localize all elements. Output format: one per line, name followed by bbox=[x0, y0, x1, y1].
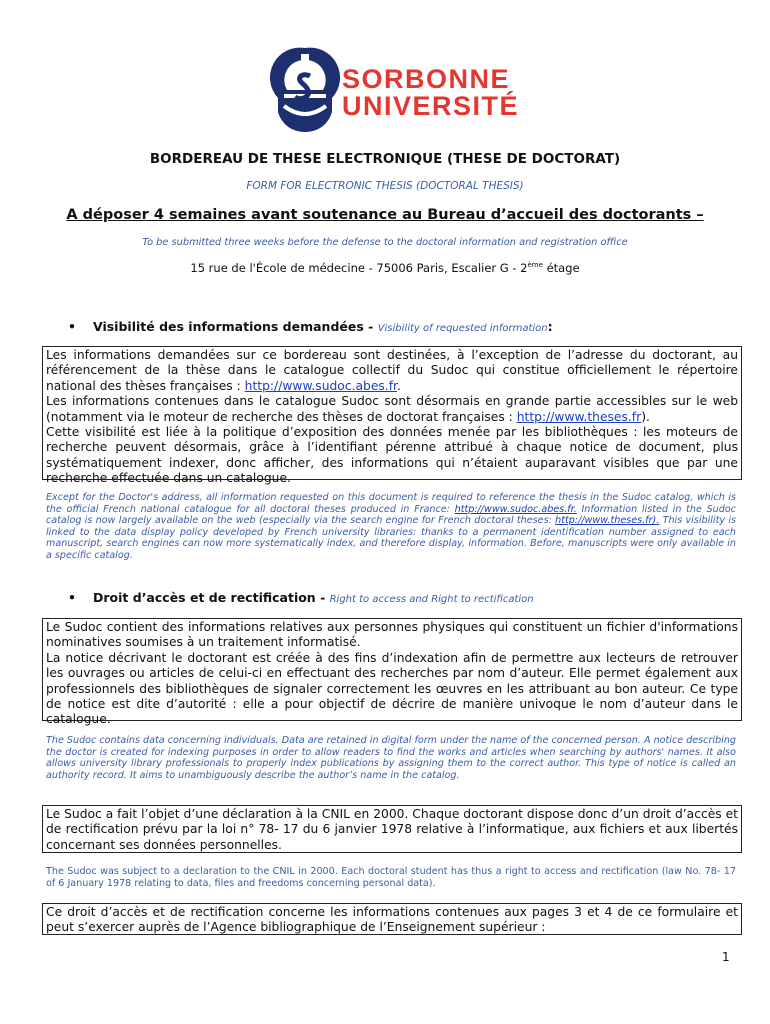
logo-line-1: SORBONNE bbox=[342, 64, 511, 94]
access-p1: Le Sudoc contient des informations relatives aux personnes physiques qui constituent un fichier d'informations nominatives soumises à un traitement informatisé. bbox=[46, 620, 738, 650]
heading-text: Droit d’accès et de rectification - bbox=[93, 590, 330, 605]
address-end: étage bbox=[542, 261, 580, 275]
heading-colon: : bbox=[547, 319, 553, 334]
bullet-icon: • bbox=[68, 319, 76, 334]
document-title-en: FORM FOR ELECTRONIC THESIS (DOCTORAL THESIS) bbox=[246, 180, 524, 192]
page-number: 1 bbox=[722, 950, 730, 964]
heading-text: Visibilité des informations demandées - bbox=[93, 319, 378, 334]
address-main: 15 rue de l'École de médecine - 75006 Paris, Escalier G - 2 bbox=[190, 261, 528, 275]
visibility-p1: Les informations demandées sur ce bordereau sont destinées, à l’exception de l’adresse du doctorant, au référencement de la thèse dans le catalogue collectif du Sudoc qui constitue officiellement le répertoire national des thèses françaises : bbox=[46, 348, 738, 393]
cnil-info-box: Le Sudoc a fait l’objet d’une déclaration à la CNIL en 2000. Chaque doctorant dispose donc d’un droit d’accès et de rectification prévu par la loi n° 78- 17 du 6 janvier 1978 relative à l’informatique, aux fichiers et aux libertés concernant ses données personnelles. bbox=[42, 805, 742, 853]
heading-text-en: Visibility of requested information bbox=[377, 323, 548, 334]
visibility-en-t2: Information listed in the Sudoc catalog is now largely available on the web (especially via the search engine for French doctoral theses: bbox=[46, 503, 736, 526]
access-p2: La notice décrivant le doctorant est créée à des fins d’indexation afin de permettre aux lecteurs de retrouver les ouvrages ou articles de celui-ci en effectuant des recherches par nom d’auteur. Elle permet également aux professionnels des bibliothèques de signaler correctement les œuvres en les attribuant au bon auteur. Ce type de notice est dite d’autorité : elle a pour objectif de décrire de manière univoque le nom d’auteur dans le catalogue. bbox=[46, 650, 738, 727]
deposit-instruction-en: To be submitted three weeks before the defense to the doctoral information and registration office bbox=[142, 237, 628, 248]
heading-text-en: Right to access and Right to rectification bbox=[329, 594, 534, 605]
theses-link-en[interactable]: http://www.theses.fr). bbox=[555, 515, 660, 526]
address-sup: ème bbox=[527, 261, 543, 270]
deposit-text: A déposer 4 semaines avant soutenance au Bureau d’accueil des doctorants – bbox=[66, 207, 704, 223]
sudoc-link[interactable]: http://www.sudoc.abes.fr bbox=[244, 378, 397, 393]
visibility-p1-end: . bbox=[396, 378, 401, 393]
document-title: BORDEREAU DE THESE ELECTRONIQUE (THESE DE DOCTORAT) bbox=[149, 151, 621, 167]
deposit-instruction bbox=[0, 207, 770, 223]
sudoc-link-en[interactable]: http://www.sudoc.abes.fr. bbox=[454, 503, 577, 515]
visibility-info-en bbox=[46, 492, 736, 561]
theses-link[interactable]: http://www.theses.fr bbox=[516, 409, 642, 424]
bullet-icon: • bbox=[68, 590, 76, 605]
rights-scope-box: Ce droit d’accès et de rectification concerne les informations contenues aux pages 3 et 4 de ce formulaire et peut s’exercer auprès de l’Agence bibliographique de l’Enseignement supérieur : bbox=[42, 903, 742, 935]
visibility-en-t3: This visibility is linked to the data display policy developed by French university libraries: thanks to a permanent identification number assigned to each manuscript, search engines can now more systematically index, and therefore display, information. Before, manuscripts were only available in a specific catalog. bbox=[46, 515, 736, 561]
cnil-info-en: The Sudoc was subject to a declaration to the CNIL in 2000. Each doctoral student has thus a right to access and rectification (law No. 78- 17 of 6 January 1978 relating to data, files and freedoms concerning personal data). bbox=[46, 866, 736, 889]
access-info-box bbox=[42, 618, 742, 727]
logo-line-2: UNIVERSITÉ bbox=[342, 91, 520, 121]
sorbonne-logo bbox=[270, 42, 520, 138]
visibility-p2-end: ). bbox=[641, 409, 650, 424]
access-info-en: The Sudoc contains data concerning individuals. Data are retained in digital form under the name of the concerned person. A notice describing the doctor is created for indexing purposes in order to allow readers to find the works and articles when searching by authors' names. It also allows university library professionals to properly index publications by assigning them to the correct author. This type of notice is called an authority record. It aims to unambiguously describe the author’s name in the catalog. bbox=[46, 735, 736, 781]
office-address bbox=[0, 261, 770, 275]
visibility-p2: Les informations contenues dans le catalogue Sudoc sont désormais en grande partie accessibles sur le web (notamment via le moteur de recherche des thèses de doctorat françaises : bbox=[46, 394, 738, 424]
visibility-p3: Cette visibilité est liée à la politique d’exposition des données menée par les bibliothèques : les moteurs de recherche peuvent désormais, grâce à l’identifiant pérenne attribué à chaque notice de document, plus systématiquement indexer, donc afficher, des informations qui n’étaient auparavant visibles que par une recherche effectuée dans un catalogue. bbox=[46, 425, 738, 486]
visibility-info-box bbox=[42, 346, 742, 486]
sorbonne-emblem-icon bbox=[270, 42, 340, 138]
visibility-en-t1: Except for the Doctor's address, all information requested on this document is required to reference the thesis in the Sudoc catalog, which is the official French national catalogue for all doctoral theses produced in France: bbox=[46, 492, 736, 515]
